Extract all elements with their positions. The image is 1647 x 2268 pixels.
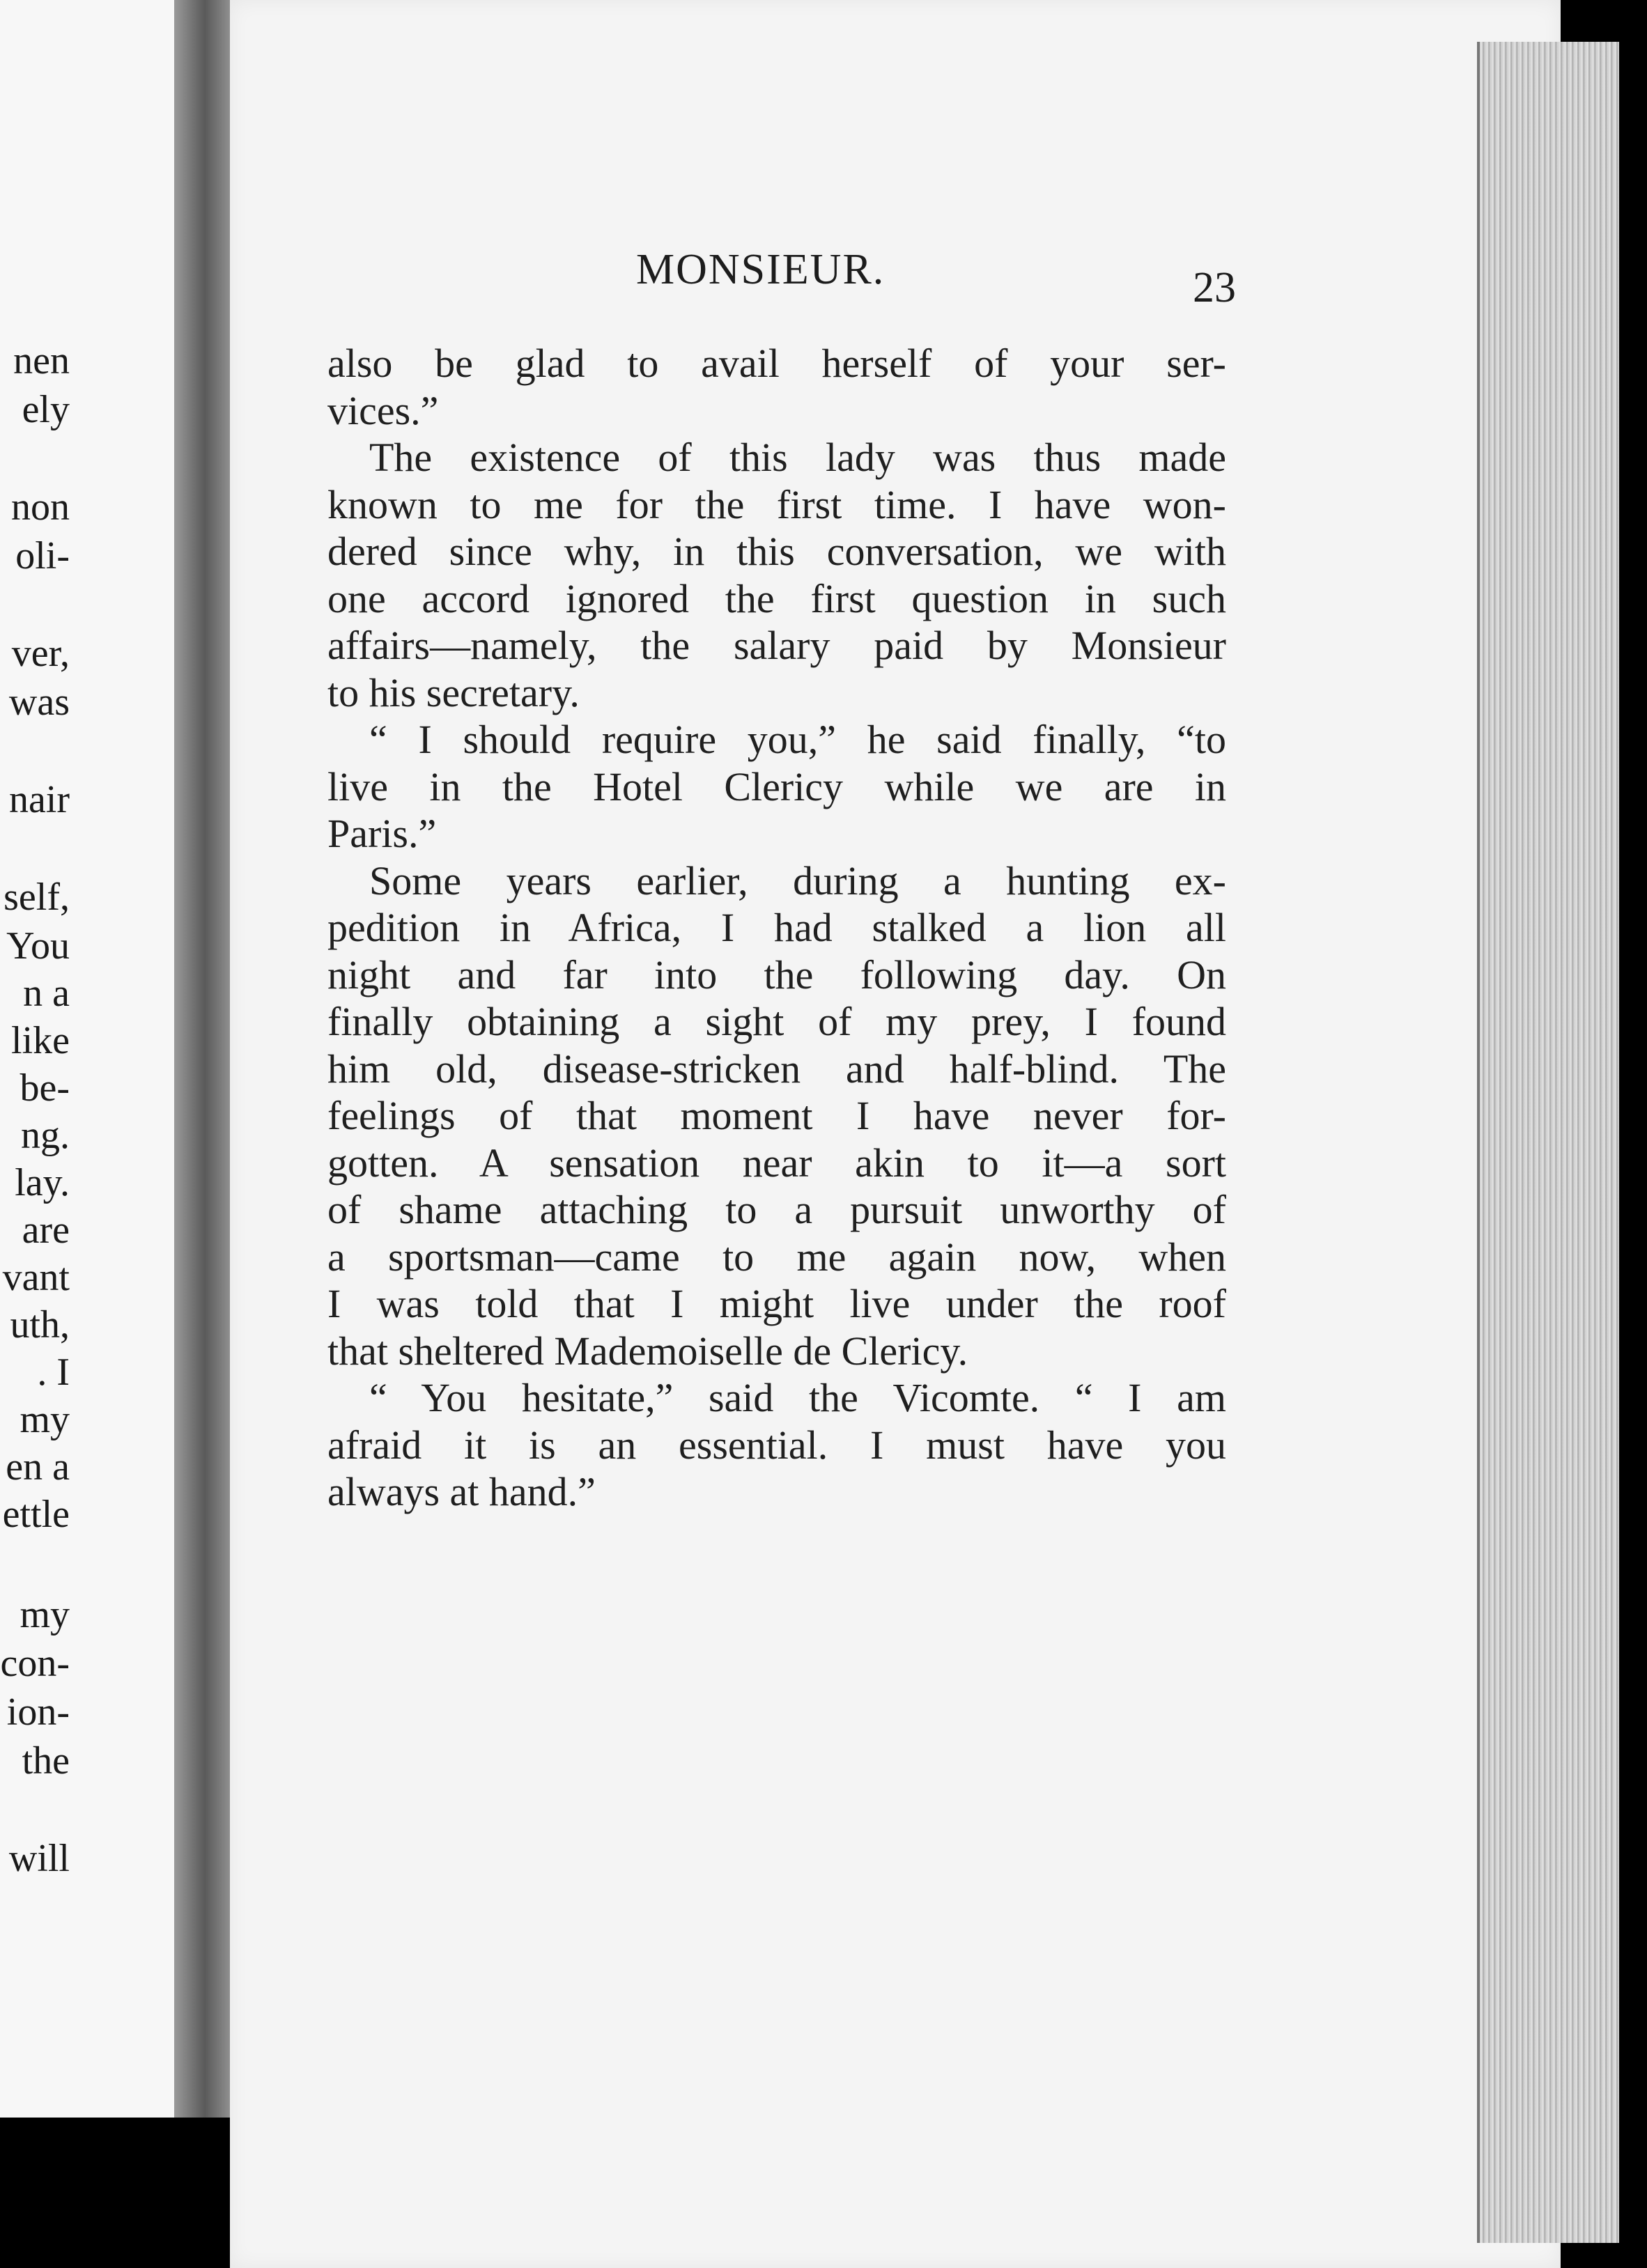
left-page-fragment: n a [23,972,70,1015]
text-line: I was told that I might live under the roof [327,1281,1226,1326]
left-page-fragment: will [8,1837,70,1880]
text-line: also be glad to avail herself of your ser- [327,341,1226,386]
text-line: gotten. A sensation near akin to it—a sort [327,1140,1226,1186]
left-page-fragment: ver, [11,632,70,675]
left-page-fragment: non [11,486,70,529]
text-line: “ You hesitate,” said the Vicomte. “ I am [369,1375,1226,1420]
text-line: finally obtaining a sight of my prey, I found [327,999,1226,1044]
left-page-fragment: like [11,1019,70,1062]
left-page-fragment: nair [8,778,70,821]
left-page-fragment: en a [6,1445,70,1489]
text-line: affairs—namely, the salary paid by Monsieur [327,623,1226,668]
text-line: pedition in Africa, I had stalked a lion all [327,905,1226,950]
running-head: MONSIEUR. [636,246,886,293]
left-page-fragment: You [6,924,70,968]
page-number: 23 [1193,264,1236,311]
text-line: vices.” [327,387,439,433]
text-line: feelings of that moment I have never for- [327,1093,1226,1138]
left-facing-page [0,0,174,2118]
text-line: night and far into the following day. On [327,952,1226,997]
text-line: of shame attaching to a pursuit unworthy of [327,1187,1226,1232]
text-line: afraid it is an essential. I must have you [327,1422,1226,1468]
left-page-fragment: ion- [6,1691,70,1734]
left-page-fragment: ettle [2,1493,70,1536]
left-page-fragment: was [8,681,70,724]
text-line: Paris.” [327,811,437,856]
text-line: known to me for the first time. I have won- [327,481,1226,527]
left-page-fragment: con- [0,1642,70,1685]
body-text [327,340,1226,1516]
text-line: The existence of this lady was thus made [369,435,1226,480]
left-page-fragment: oli- [15,534,70,577]
left-page-fragment: nen [13,339,70,382]
text-line: Some years earlier, during a hunting ex- [369,857,1226,903]
text-line: live in the Hotel Clericy while we are in [327,763,1226,809]
left-page-fragment: be- [20,1066,70,1110]
left-page-fragment: my [20,1593,70,1636]
left-page-fragment: my [20,1398,70,1441]
left-page-fragment: ng. [21,1114,70,1157]
text-line: always at hand.” [327,1469,596,1514]
left-page-fragment: vant [2,1256,70,1299]
text-line: “ I should require you,” he said finally, “to [369,717,1226,762]
left-page-fragment: . I [37,1351,70,1394]
text-line: to his secretary. [327,669,580,715]
text-line: one accord ignored the first question in such [327,575,1226,621]
page-edges [1477,42,1619,2243]
text-line: a sportsman—came to me again now, when [327,1234,1226,1280]
left-page-fragment: lay. [15,1161,70,1204]
left-page-fragment: uth, [10,1303,70,1346]
left-page-fragment: self, [3,876,70,919]
left-page-fragment: the [22,1739,70,1782]
text-line: him old, disease-stricken and half-blind. The [327,1046,1226,1092]
text-line: dered since why, in this conversation, we with [327,529,1226,574]
left-page-fragment: are [22,1209,70,1252]
text-line: that sheltered Mademoiselle de Clericy. [327,1328,968,1374]
left-page-fragment: ely [22,388,70,431]
